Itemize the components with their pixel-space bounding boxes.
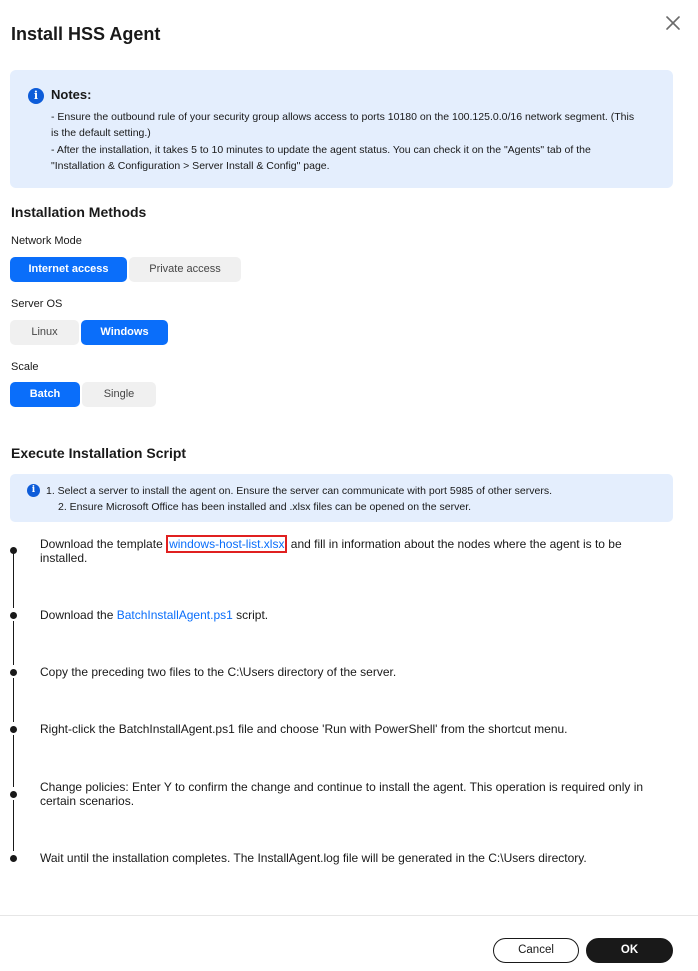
step-text-part: Download the [40,608,117,622]
script-tips-panel [10,474,673,522]
notes-panel [10,70,673,188]
step-download-script [40,608,660,622]
windows-host-list-link[interactable]: windows-host-list.xlsx [166,535,287,553]
network-mode-private-access-option[interactable]: Private access [129,257,241,282]
step-text-part: Change policies: Enter Y to confirm the change and continue to install the agent. This operation is required only in [40,780,644,794]
step-wait-complete: Wait until the installation completes. The InstallAgent.log file will be generated in the C:\Users directory. [40,851,587,865]
step-dot [10,855,17,862]
server-os-windows-option[interactable]: Windows [81,320,168,345]
scale-single-option[interactable]: Single [82,382,156,407]
step-run-powershell: Right-click the BatchInstallAgent.ps1 file and choose 'Run with PowerShell' from the shortcut menu. [40,722,568,736]
step-dot [10,612,17,619]
installation-methods-title: Installation Methods [11,204,147,220]
tip-line: 2. Ensure Microsoft Office has been installed and .xlsx files can be opened on the server. [58,501,472,513]
dialog-title: Install HSS Agent [11,24,161,44]
step-text-part: certain scenarios. [40,794,135,808]
timeline-connector [13,678,14,722]
step-dot [10,547,17,554]
notes-line: - Ensure the outbound rule of your security group allows access to ports 10180 on the 100.125.0.0/16 network segment. (This [51,111,635,123]
footer-divider [0,915,698,916]
timeline-connector [13,800,14,851]
info-icon: i [28,88,44,104]
cancel-button[interactable]: Cancel [493,938,579,963]
close-icon[interactable] [662,12,684,34]
step-text-part: script. [232,608,269,622]
timeline-connector [13,621,14,665]
server-os-label: Server OS [11,298,63,310]
scale-label: Scale [11,361,39,373]
network-mode-internet-access-option[interactable]: Internet access [10,257,127,282]
timeline-connector [13,735,14,787]
notes-line: is the default setting.) [51,127,151,139]
step-dot [10,726,17,733]
network-mode-label: Network Mode [11,235,82,247]
batch-install-agent-link[interactable]: BatchInstallAgent.ps1 [116,608,233,622]
step-text-part: Download the template [40,537,167,551]
execute-installation-script-title: Execute Installation Script [11,445,187,461]
notes-line: - After the installation, it takes 5 to 10 minutes to update the agent status. You can check it on the "Agents" tab of the [51,144,591,156]
step-dot [10,669,17,676]
notes-title: Notes: [51,87,92,102]
ok-button[interactable]: OK [586,938,673,963]
step-download-template [40,537,660,565]
step-text-part: installed. [40,551,88,565]
step-text-part: and fill in information about the nodes where the agent is to be [287,537,622,551]
server-os-linux-option[interactable]: Linux [10,320,79,345]
scale-batch-option[interactable]: Batch [10,382,80,407]
step-dot [10,791,17,798]
info-icon: i [27,484,40,497]
tip-line: 1. Select a server to install the agent on. Ensure the server can communicate with port 5985 of other servers. [46,485,553,497]
notes-line: "Installation & Configuration > Server Install & Config" page. [51,160,330,172]
timeline-connector [13,552,14,608]
step-copy-files: Copy the preceding two files to the C:\Users directory of the server. [40,665,397,679]
step-change-policies [40,780,660,808]
